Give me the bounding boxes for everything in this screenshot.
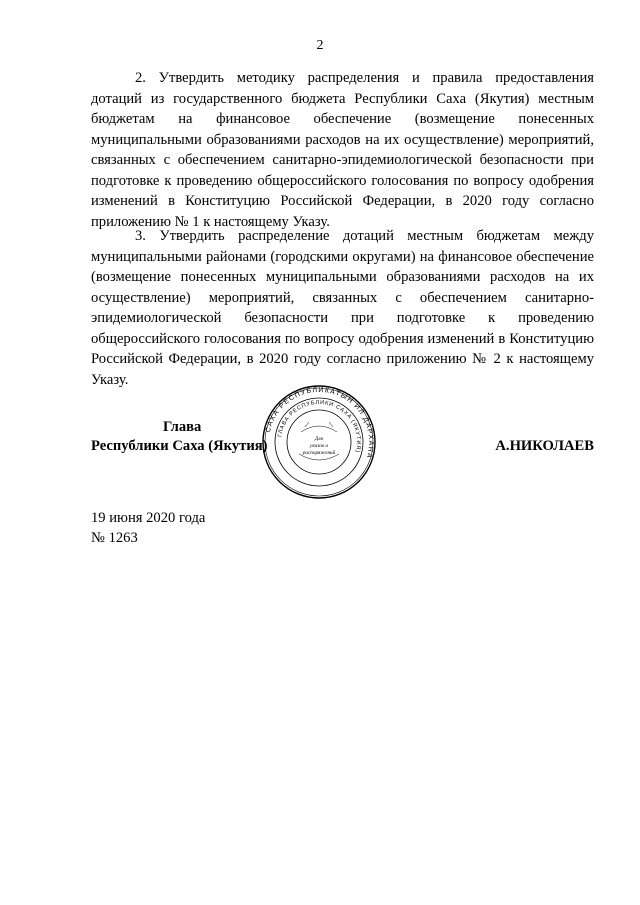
document-number: № 1263 [91,530,138,546]
signature-title-line2: Республики Саха (Якутия) [91,438,268,454]
svg-text:указов и: указов и [310,443,328,449]
signatory-name: А.НИКОЛАЕВ [495,438,594,454]
paragraph-item-3: 3. Утвердить распределение дотаций местным бюджетам между муниципальными районами (городскими округами) на финансовое обеспечение (возмещение понесенных муниципальными образованиями расходов на их осуществление) мероприятий, связанных с обеспечением санитарно-эпидемиологической безопасности при подготовке к проведению общероссийского голосования по вопросу одобрения изменений в Конституцию Российской Федерации, в 2020 году согласно приложению № 2 к настоящему Указу. [91,228,594,388]
page-number: 2 [316,38,324,53]
document-date: 19 июня 2020 года [91,510,206,526]
svg-text:распоряжений: распоряжений [302,450,336,456]
official-seal [261,384,377,500]
signature-title-line1: Глава [163,419,202,435]
paragraph-item-2: 2. Утвердить методику распределения и правила предоставления дотаций из государственного бюджета Республики Саха (Якутия) местным бюджетам на финансовое обеспечение (возмещение понесенных муниципальными образованиями расходов на их осуществление) мероприятий, связанных с обеспечением санитарно-эпидемиологической безопасности при подготовке к проведению общероссийского голосования по вопросу одобрения изменений в Конституцию Российской Федерации, в 2020 году согласно приложению № 1 к настоящему Указу. [91,70,594,230]
svg-text:ГЛАВА РЕСПУБЛИКИ САХА (ЯКУТИЯ): ГЛАВА РЕСПУБЛИКИ САХА (ЯКУТИЯ) [277,399,362,454]
svg-text:Для: Для [315,436,323,442]
svg-text:САХА РЕСПУБЛИКАТЫН ИЛ ДАРХАНА: САХА РЕСПУБЛИКАТЫН ИЛ ДАРХАНА [264,386,375,460]
